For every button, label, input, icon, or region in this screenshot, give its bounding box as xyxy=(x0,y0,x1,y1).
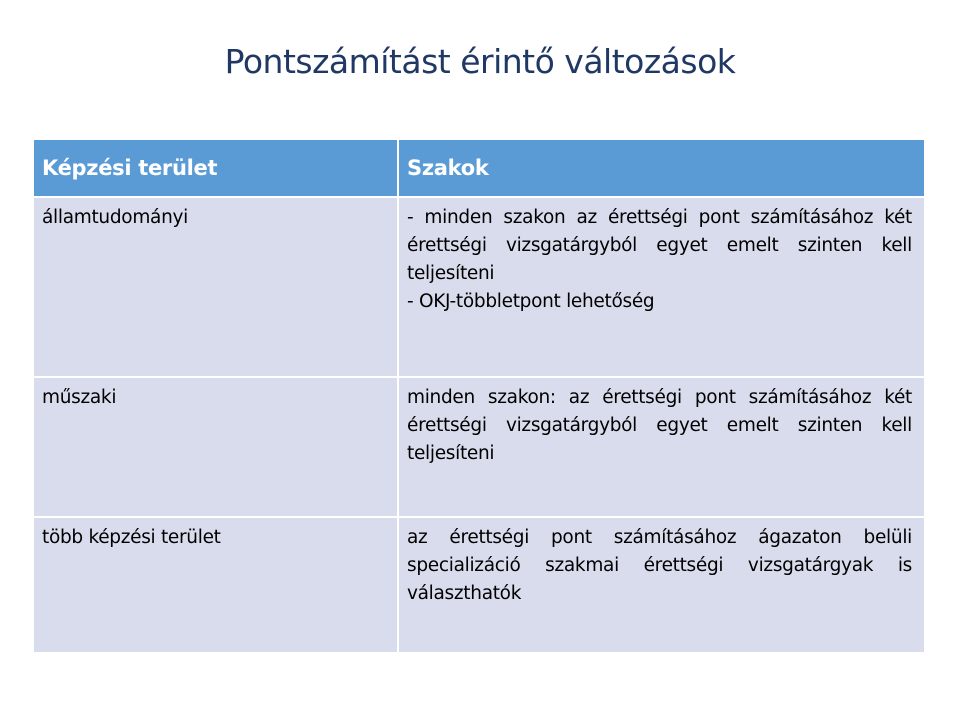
row-description-cell xyxy=(398,377,925,517)
description-line: az érettségi pont számításához ágazaton belüli specializáció szakmai érettségi vizsgatárgyak is választhatók xyxy=(407,527,912,604)
table-row xyxy=(33,197,925,377)
description-line: - OKJ-többletpont lehetőség xyxy=(407,291,655,312)
table-header-row xyxy=(33,139,925,197)
header-majors: Szakok xyxy=(398,139,925,197)
row-description-cell xyxy=(398,517,925,653)
row-area-cell: több képzési terület xyxy=(33,517,398,653)
header-training-area: Képzési terület xyxy=(33,139,398,197)
row-description-cell xyxy=(398,197,925,377)
table-row xyxy=(33,517,925,653)
row-area-cell: műszaki xyxy=(33,377,398,517)
scoring-changes-table xyxy=(32,138,926,654)
row-area-cell: államtudományi xyxy=(33,197,398,377)
description-line: minden szakon: az érettségi pont számításához két érettségi vizsgatárgyból egyet emelt szinten kell teljesíteni xyxy=(407,387,912,464)
description-line: - minden szakon az érettségi pont számításához két érettségi vizsgatárgyból egyet emelt szinten kell teljesíteni xyxy=(407,207,912,284)
table-row xyxy=(33,377,925,517)
slide-title: Pontszámítást érintő változások xyxy=(224,42,736,81)
